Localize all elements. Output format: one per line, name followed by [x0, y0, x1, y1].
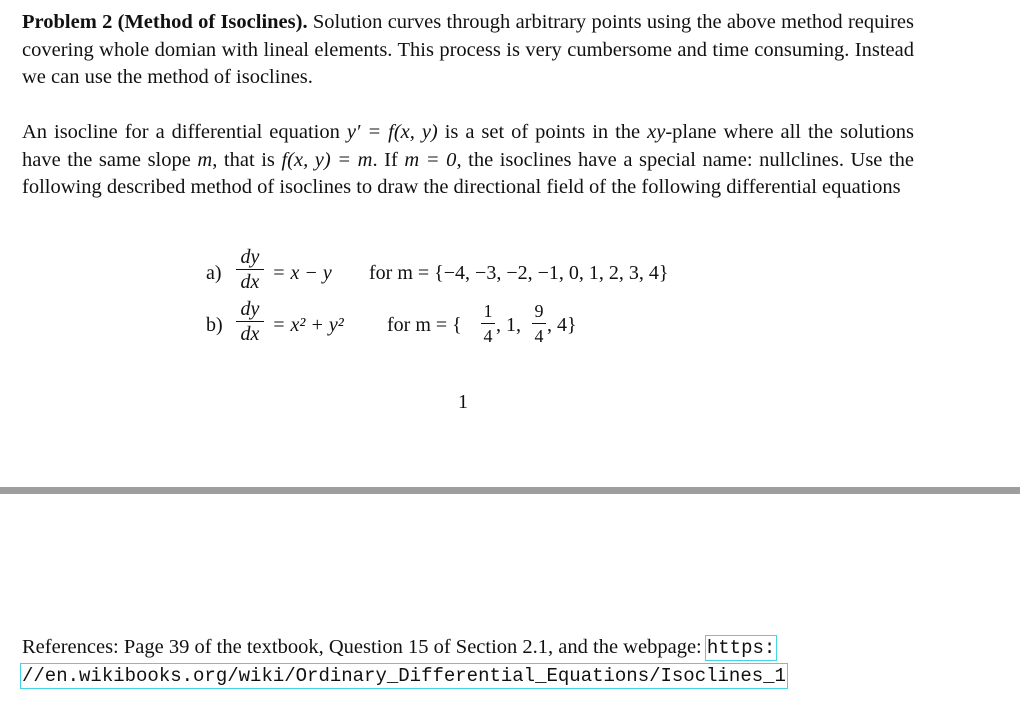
equation-b-denominator: dx — [240, 323, 260, 345]
equation-b-label: b) — [206, 314, 223, 336]
equation-a-rhs: = x − y — [272, 262, 332, 284]
equation-a-denominator: dx — [240, 271, 260, 293]
equation-b-derivative — [236, 298, 264, 345]
reference-link-part1[interactable]: https: — [706, 637, 776, 659]
definition-m: m — [197, 148, 213, 171]
definition-eq1: y′ = f(x, y) — [346, 121, 438, 143]
equation-b-rhs: = x² + y² — [272, 314, 344, 336]
definition-text-d: , that is — [212, 148, 282, 171]
definition-paragraph — [22, 119, 914, 202]
definition-xy: xy — [647, 121, 666, 143]
page-divider — [0, 487, 1020, 494]
fraction-1-denominator: 4 — [483, 326, 493, 346]
definition-text-b: is a set of points in the — [437, 121, 648, 143]
fraction-bar — [532, 323, 546, 324]
fraction-1-numerator: 1 — [483, 301, 493, 321]
fraction-bar — [481, 323, 495, 324]
references-text: References: Page 39 of the textbook, Question 15 of Section 2.1, and the webpage: — [22, 636, 707, 658]
problem-intro: Solution curves through arbitrary points using the above method requires covering whole domian with lineal elements. This process is very cumbersome and time consuming. Instead we can use the method of isoclines. — [22, 11, 914, 88]
definition-text-e: . If — [372, 148, 405, 171]
equation-b-fraction-1 — [481, 300, 495, 347]
equation-b-slopes-mid: , 1, — [496, 314, 521, 336]
fraction-2-numerator: 9 — [534, 301, 544, 321]
problem-paragraph — [22, 9, 914, 92]
equation-a-derivative — [236, 246, 264, 293]
definition-text-a: An isocline for a differential equation — [22, 121, 347, 143]
references — [22, 634, 922, 690]
definition-text-c: -plane where all the solutions have the same slope — [22, 121, 914, 171]
equation-a-slopes: for m = {−4, −3, −2, −1, 0, 1, 2, 3, 4} — [369, 262, 669, 284]
fraction-bar — [236, 321, 264, 322]
definition-eq3: m = 0 — [404, 148, 457, 171]
page-number: 1 — [458, 391, 468, 413]
equation-b-slopes-suffix: , 4} — [547, 314, 577, 336]
reference-link-part2[interactable]: //en.wikibooks.org/wiki/Ordinary_Differential_Equations/Isoclines_1 — [22, 665, 786, 687]
equation-b-slopes-prefix: for m = { — [387, 314, 462, 336]
equation-a-numerator: dy — [240, 246, 260, 268]
definition-text-f: , the isoclines have a special name: nullclines. Use the following described method of isoclines to draw the directional field of the following differential equations — [22, 148, 915, 198]
fraction-2-denominator: 4 — [534, 326, 544, 346]
equation-a-label: a) — [206, 262, 222, 284]
fraction-bar — [236, 269, 264, 270]
definition-eq2: f(x, y) = m — [281, 148, 373, 171]
equation-b-fraction-2 — [532, 300, 546, 347]
problem-heading: Problem 2 (Method of Isoclines). — [22, 11, 308, 33]
equation-b-numerator: dy — [240, 298, 260, 320]
